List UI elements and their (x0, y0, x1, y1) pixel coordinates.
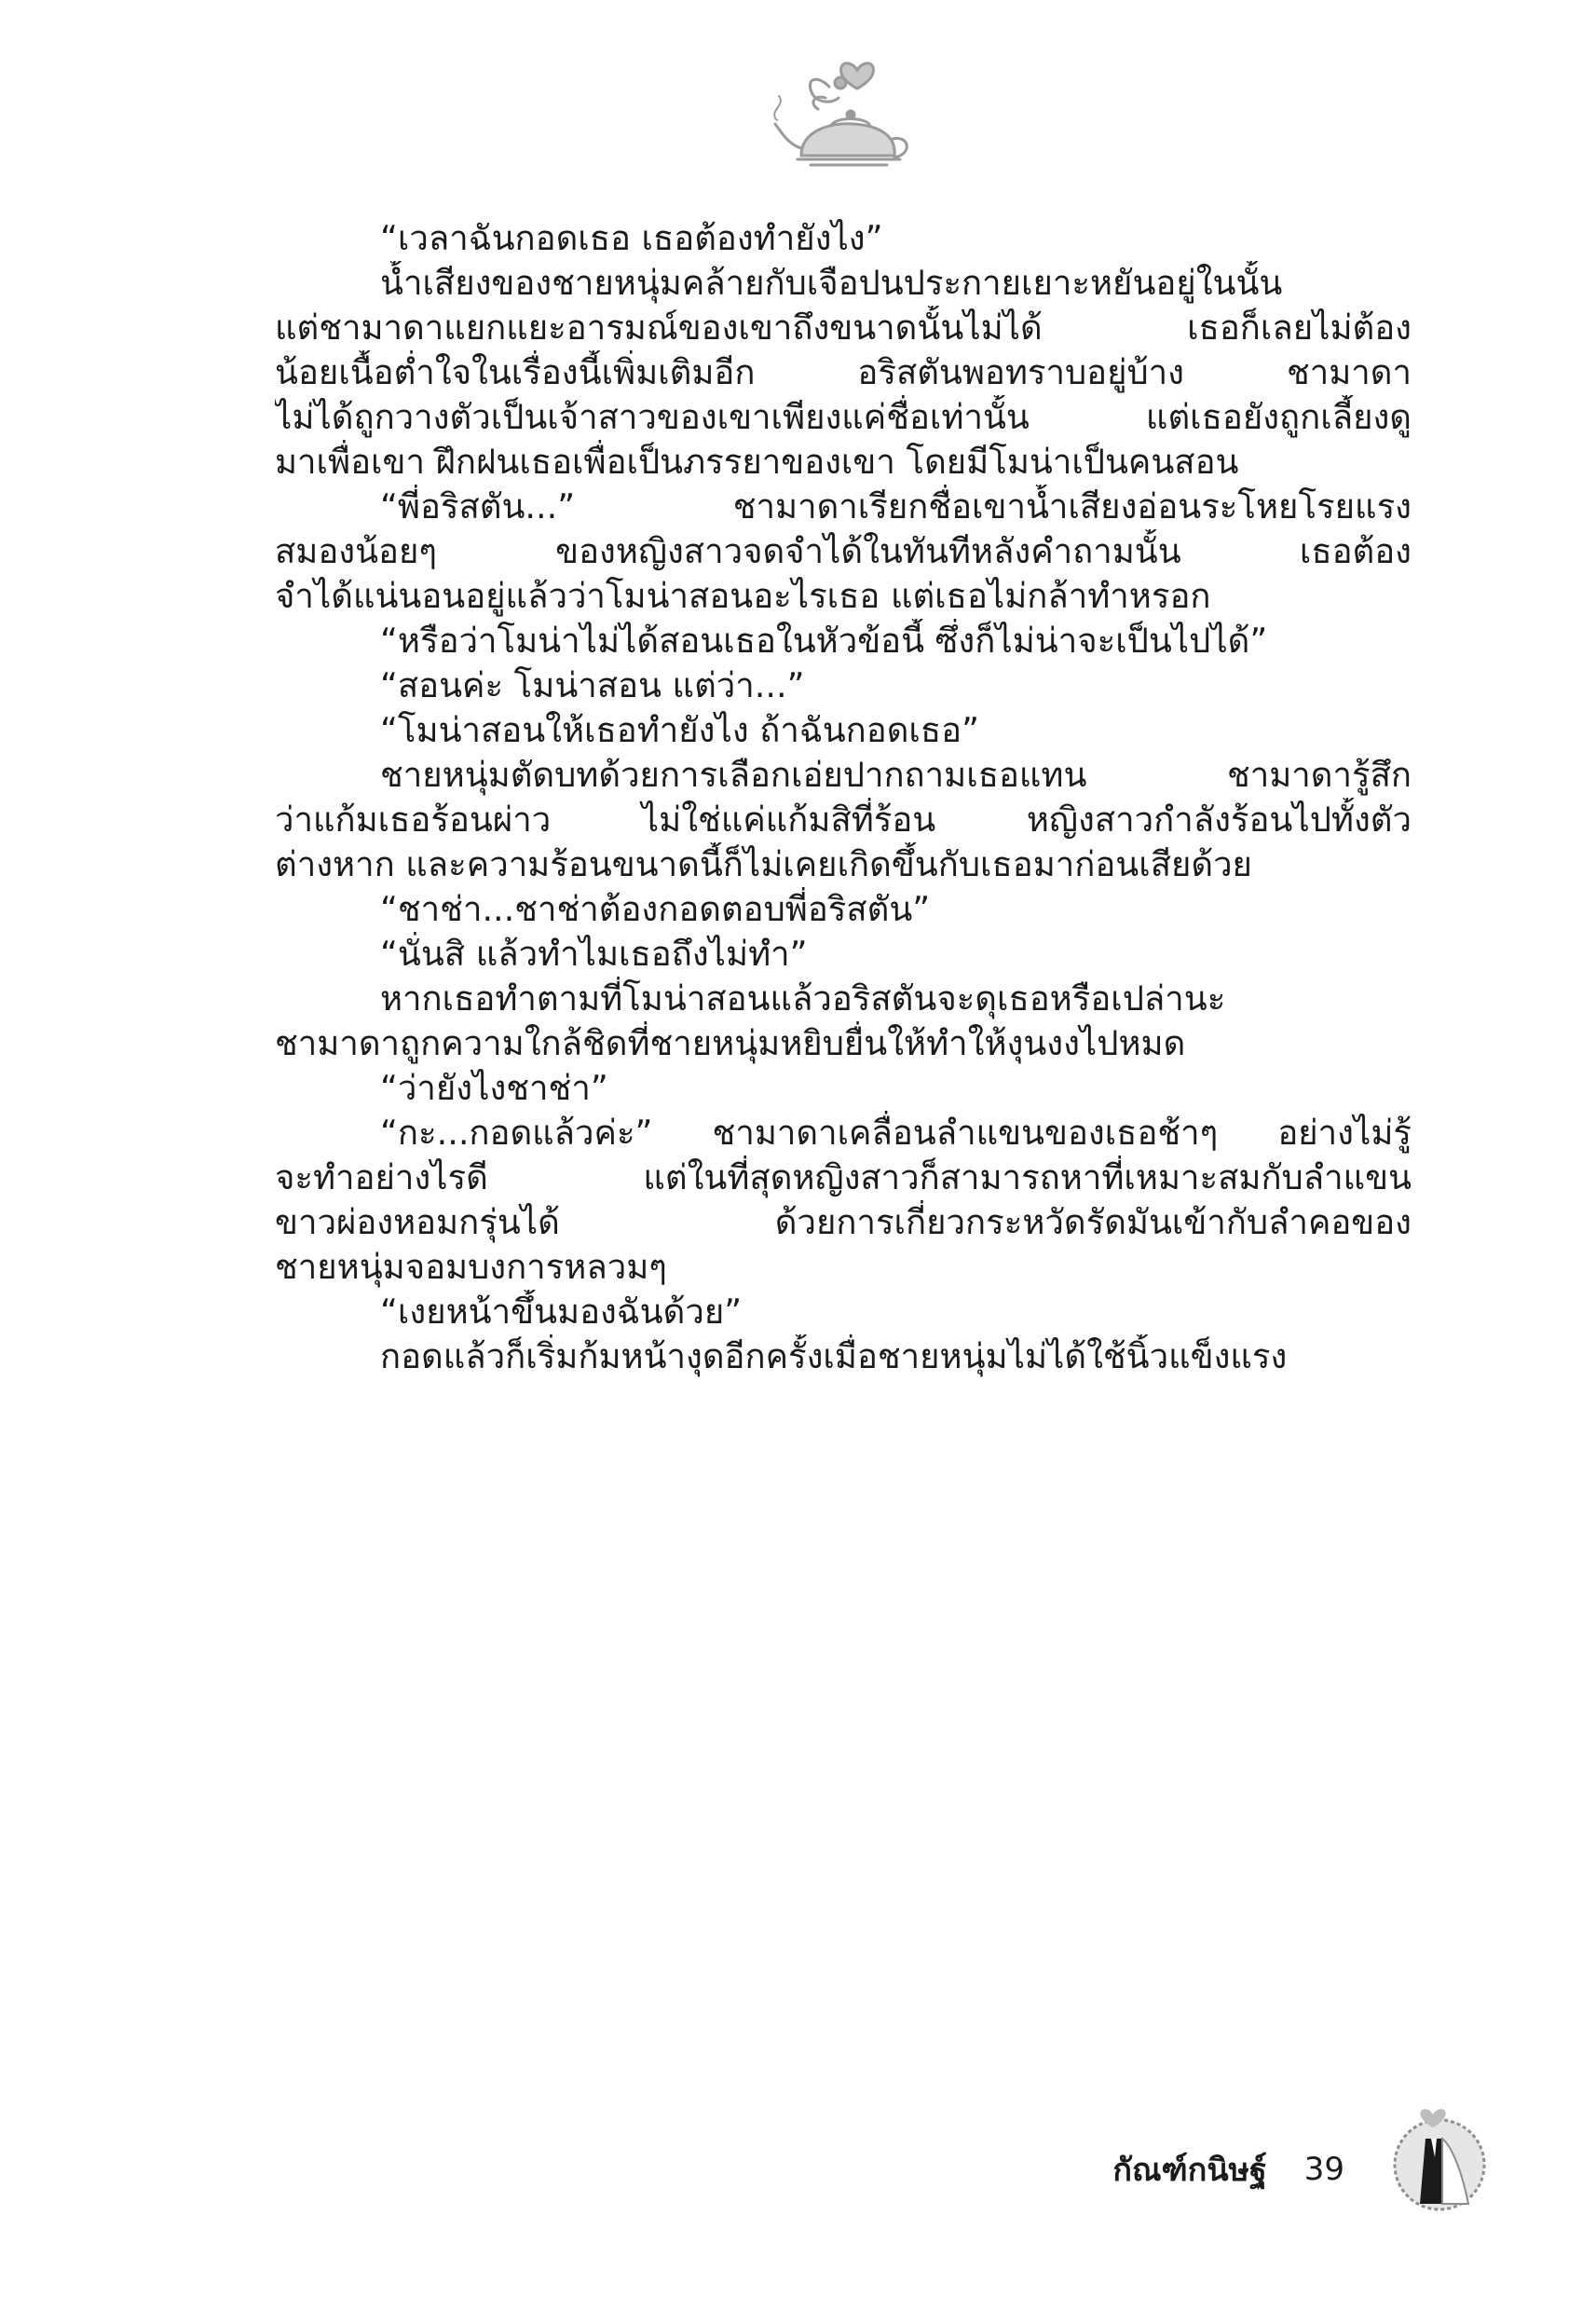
text-line: “เงยหน้าขึ้นมองฉันด้วย” (380, 1292, 743, 1332)
text-line: ว่าแก้มเธอร้อนผ่าว ไม่ใช่แค่แก้มสิที่ร้อน หญิงสาวกำลังร้อนไปทั้งตัว (275, 800, 1412, 840)
text-line: แต่ชามาดาแยกแยะอารมณ์ของเขาถึงขนาดนั้นไม่ได้ เธอก็เลยไม่ต้อง (275, 308, 1412, 348)
text-line: น้อยเนื้อต่ำใจในเรื่องนี้เพิ่มเติมอีก อริสตันพอทราบอยู่บ้าง ชามาดา (275, 352, 1412, 392)
page-footer (1112, 2141, 1344, 2197)
text-line: “นั่นสิ แล้วทำไมเธอถึงไม่ทำ” (380, 934, 808, 974)
text-line: กอดแล้วก็เริ่มก้มหน้างุดอีกครั้งเมื่อชายหนุ่มไม่ได้ใช้นิ้วแข็งแรง (380, 1336, 1288, 1376)
footer-author: กัณฑ์กนิษฐ์ (1112, 2152, 1267, 2189)
text-line: “โมน่าสอนให้เธอทำยังไง ถ้าฉันกอดเธอ” (380, 710, 979, 750)
body-text (275, 216, 1412, 1379)
text-line: “เวลาฉันกอดเธอ เธอต้องทำยังไง” (380, 218, 883, 258)
text-line: มาเพื่อเขา ฝึกฝนเธอเพื่อเป็นภรรยาของเขา โดยมีโมน่าเป็นคนสอน (275, 442, 1239, 482)
teapot-angel-ornament-icon (764, 51, 932, 191)
text-line: “ชาช่า...ชาช่าต้องกอดตอบพี่อริสตัน” (380, 889, 931, 929)
text-line: จำได้แน่นอนอยู่แล้วว่าโมน่าสอนอะไรเธอ แต่เธอไม่กล้าทำหรอก (275, 576, 1211, 616)
text-line: “พี่อริสตัน...” ชามาดาเรียกชื่อเขาน้ำเสียงอ่อนระโหยโรยแรง (380, 486, 1412, 526)
text-line: น้ำเสียงของชายหนุ่มคล้ายกับเจือปนประกายเยาะหยันอยู่ในนั้น (380, 263, 1283, 303)
page-number: 39 (1303, 2151, 1344, 2188)
text-line: ชามาดาถูกความใกล้ชิดที่ชายหนุ่มหยิบยื่นให้ทำให้งุนงงไปหมด (275, 1023, 1186, 1063)
text-line: สมองน้อยๆ ของหญิงสาวจดจำได้ในทันทีหลังคำถามนั้น เธอต้อง (275, 531, 1412, 571)
bride-groom-ornament-icon (1388, 2101, 1491, 2222)
text-line: “สอนค่ะ โมน่าสอน แต่ว่า...” (380, 665, 805, 705)
text-line: หากเธอทำตามที่โมน่าสอนแล้วอริสตันจะดุเธอหรือเปล่านะ (380, 978, 1226, 1019)
text-line: ขาวผ่องหอมกรุ่นได้ ด้วยการเกี่ยวกระหวัดรัดมันเข้ากับลำคอของ (275, 1202, 1412, 1242)
text-line: “ว่ายังไงชาช่า” (380, 1068, 608, 1108)
text-line: ไม่ได้ถูกวางตัวเป็นเจ้าสาวของเขาเพียงแค่ชื่อเท่านั้น แต่เธอยังถูกเลี้ยงดู (275, 397, 1412, 437)
text-line: ชายหนุ่มตัดบทด้วยการเลือกเอ่ยปากถามเธอแทน ชามาดารู้สึก (380, 755, 1412, 795)
text-line: จะทำอย่างไรดี แต่ในที่สุดหญิงสาวก็สามารถหาที่เหมาะสมกับลำแขน (275, 1157, 1412, 1197)
text-line: “กะ...กอดแล้วค่ะ” ชามาดาเคลื่อนลำแขนของเธอช้าๆ อย่างไม่รู้ (380, 1113, 1412, 1153)
text-line: “หรือว่าโมน่าไม่ได้สอนเธอในหัวข้อนี้ ซึ่งก็ไม่น่าจะเป็นไปได้” (380, 621, 1268, 661)
text-line: ชายหนุ่มจอมบงการหลวมๆ (275, 1247, 667, 1287)
text-line: ต่างหาก และความร้อนขนาดนี้ก็ไม่เคยเกิดขึ้นกับเธอมาก่อนเสียด้วย (275, 844, 1252, 884)
